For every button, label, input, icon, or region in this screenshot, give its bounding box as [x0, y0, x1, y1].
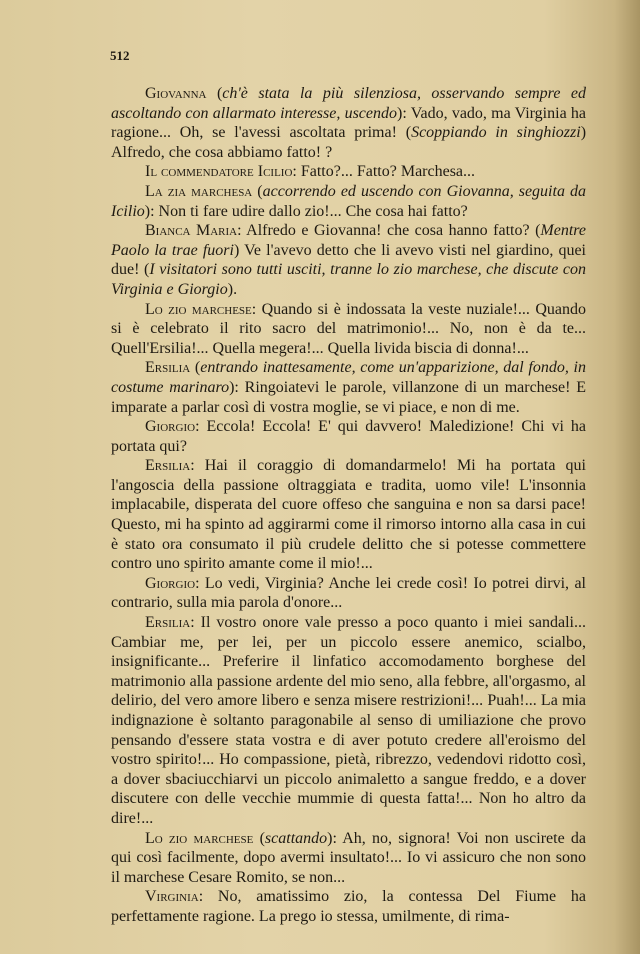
speaker-name: Bianca Maria — [145, 222, 238, 240]
speaker-name: Lo zio marchese — [145, 300, 252, 318]
stage-direction: Scoppiando in singhiozzi — [411, 124, 581, 142]
dialogue-text: : Hai il coraggio di domandarmelo! Mi ha portata qui l'angoscia della passione oltraggiata e tradita, uomo vile! L'insonnia implacabile, disperata del cuore offeso che sanguina e non sa darsi pace! Questo, mi ha spinto ad aggirarmi come il rimorso intorno alla casa in cui è stato ora consumato il più crudele delitto che si potesse commettere contro uno spirito amante come il mio!... — [111, 457, 586, 573]
dialogue-text: ( — [252, 182, 263, 200]
dialogue-text: ): Ringoiatevi le parole, villanzone di un marchese! E imparate a parlar così di vostra moglie, se vi piace, e non di me. — [111, 378, 587, 416]
dialogue-text: : Fatto?... Fatto? Marchesa... — [292, 163, 476, 181]
speaker-name: Giorgio — [145, 574, 196, 592]
dialogue-text: : No, amatissimo zio, la contessa Del Fiume ha perfettamente ragione. La prego io stessa, umilmente, di rima- — [111, 888, 586, 925]
dialogue-paragraph — [111, 887, 586, 926]
dialogue-paragraph — [111, 574, 586, 613]
dialogue-text: : Alfredo e Giovanna! che cosa hanno fatto? ( — [237, 222, 541, 240]
dialogue-paragraph — [111, 417, 586, 456]
dialogue-text: : Il vostro onore vale presso a poco quanto i miei sandali... Cambiar me, per lei, per un piccolo essere anemico, scialbo, insignificante... Preferire il linfatico accomodamento borghese del matrimonio alla passione ardente del mio seno, alla febbre, all'orgasmo, al delirio, del vero amore libero e senza misere restrizioni!... Puah!... La mia indignazione è soltanto paragonabile al senso di umiliazione che provo pensando d'essere stata vostra e di aver potuto credere all'eroismo del vostro spirito!... Ho compassione, pietà, ribrezzo, vedendovi ridotto così, a dover sbaciucchiarvi un piccolo animaletto a sangue freddo, e a dover discutere con delle vecchie mummie di questa fatta!... Non ho altro da dire!... — [111, 614, 586, 827]
speaker-name: Giorgio — [145, 418, 196, 436]
dialogue-paragraph — [111, 84, 586, 162]
dialogue-text: ) Ve l'avevo detto che li avevo visti nel giardino, quei due! ( — [111, 241, 586, 279]
page-number: 512 — [110, 48, 130, 63]
page-text — [111, 84, 586, 927]
dialogue-text: : Quando si è indossata la veste nuziale!... Quando si è celebrato il rito sacro del matrimonio!... No, non è da te... Quell'Ersilia!... Quella megera!... Quella livida biscia di donna!... — [111, 300, 586, 357]
stage-direction: I visitatori sono tutti usciti, tranne lo zio marchese, che discute con Virginia e Giorgio — [111, 261, 586, 298]
speaker-name: Lo zio marchese — [145, 829, 254, 847]
dialogue-text: : Lo vedi, Virginia? Anche lei crede così! Io potrei dirvi, al contrario, sulla mia parola d'onore... — [111, 574, 586, 612]
stage-direction: Mentre Paolo la trae fuori — [111, 222, 587, 259]
speaker-name: Il commendatore Icilio — [145, 163, 293, 181]
stage-direction: scattando — [264, 829, 328, 847]
dialogue-text: ( — [253, 829, 265, 847]
dialogue-paragraph — [111, 221, 586, 299]
dialogue-paragraph — [111, 300, 586, 359]
dialogue-paragraph — [111, 358, 586, 417]
speaker-name: Giovanna — [145, 85, 207, 102]
dialogue-text: ): Ah, no, signora! Voi non uscirete da qui così facilmente, dopo avermi insultato!... Io vi assicuro che non sono il marchese Cesare Romito, se non... — [111, 829, 587, 886]
dialogue-text: ). — [227, 280, 238, 298]
speaker-name: Ersilia — [145, 359, 191, 377]
dialogue-paragraph — [111, 162, 586, 182]
dialogue-paragraph — [111, 456, 586, 574]
speaker-name: Ersilia — [145, 457, 191, 475]
dialogue-text: ) Alfredo, che cosa abbiamo fatto! ? — [111, 124, 587, 161]
dialogue-text: ( — [190, 359, 201, 377]
speaker-name: La zia marchesa — [145, 182, 253, 200]
dialogue-paragraph — [111, 613, 586, 829]
dialogue-text: ): Vado, vado, ma Virginia ha ragione... Oh, se l'avessi ascoltata prima! ( — [111, 104, 586, 142]
dialogue-text: ): Non ti fare udire dallo zio!... Che cosa hai fatto? — [144, 202, 468, 220]
stage-direction: ch'è stata la più silenziosa, osservando sempre ed ascoltando con allarmato interesse, uscendo — [111, 85, 586, 122]
stage-direction: accorrendo ed uscendo con Giovanna, seguita da Icilio — [111, 182, 586, 220]
stage-direction: entrando inattesamente, come un'apparizione, dal fondo, in costume marinaro — [111, 359, 587, 396]
dialogue-paragraph — [111, 829, 586, 888]
speaker-name: Ersilia — [145, 614, 191, 632]
dialogue-text: : Eccola! Eccola! E' qui davvero! Maledizione! Chi vi ha portata qui? — [111, 418, 586, 455]
speaker-name: Virginia — [145, 888, 199, 906]
dialogue-paragraph — [111, 182, 586, 221]
dialogue-text: ( — [206, 85, 223, 102]
